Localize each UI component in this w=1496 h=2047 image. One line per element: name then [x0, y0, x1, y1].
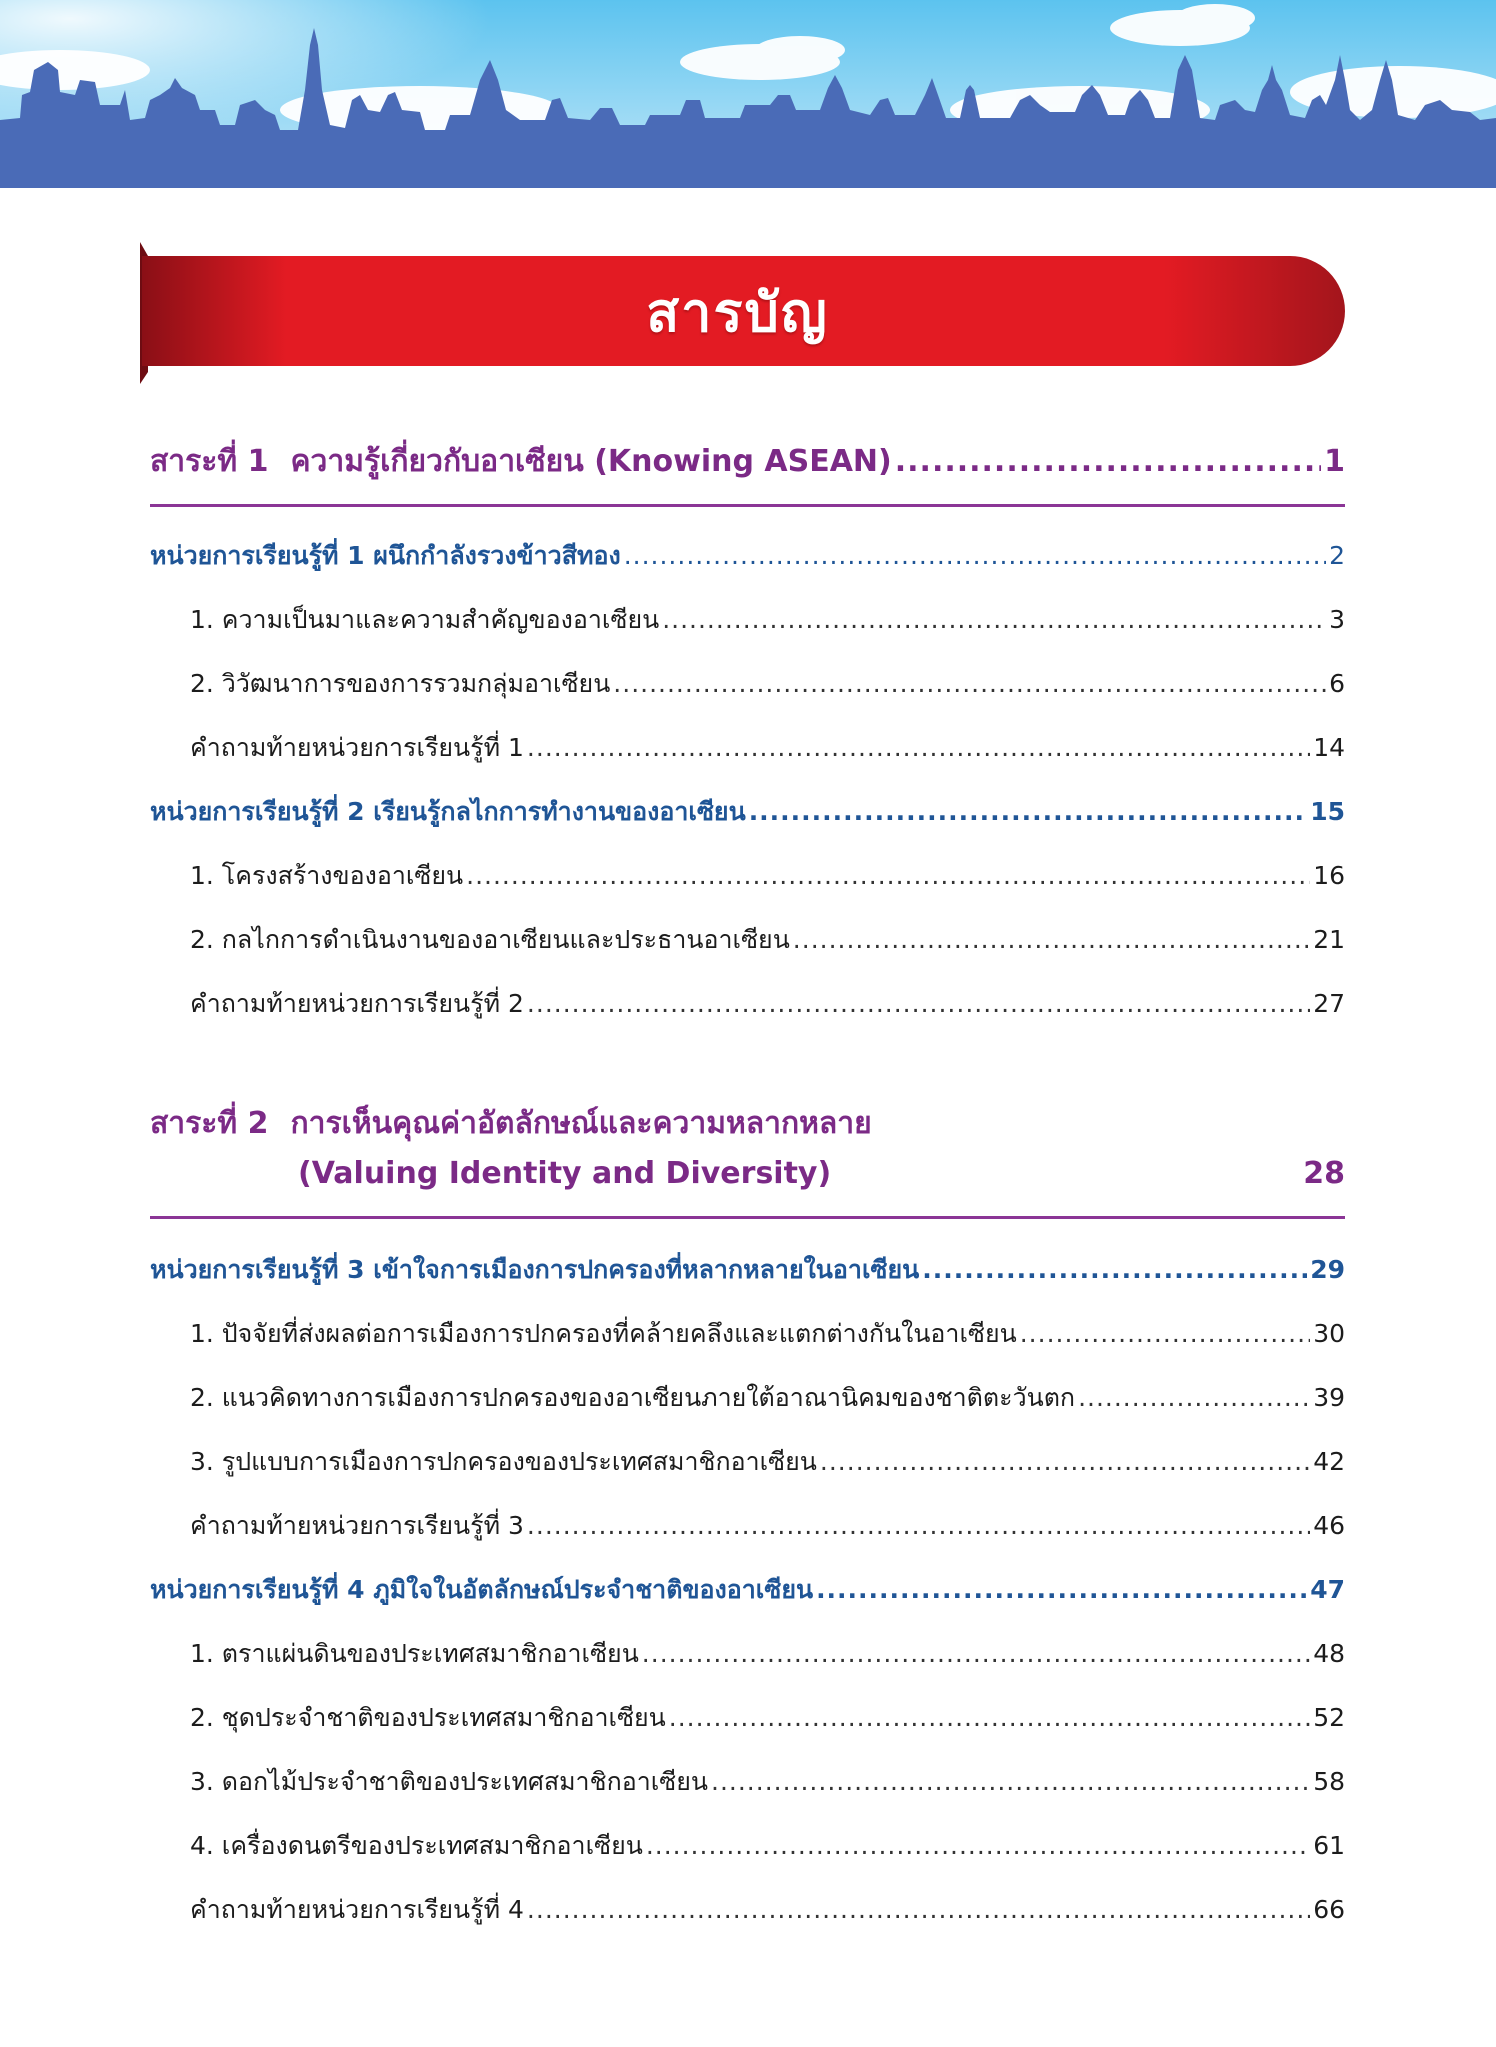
toc-item[interactable]	[190, 1442, 1345, 1482]
unit-title: เรียนรู้กลไกการทำงานของอาเซียน	[373, 797, 746, 826]
item-text: 3. รูปแบบการเมืองการปกครองของประเทศสมาชิกอาเซียน	[190, 1447, 817, 1476]
section-divider	[150, 1216, 1345, 1219]
page-number: 6	[1329, 669, 1345, 698]
item-text: 1. โครงสร้างของอาเซียน	[190, 861, 464, 890]
toc-item[interactable]	[190, 856, 1345, 896]
toc-item[interactable]	[190, 1506, 1345, 1546]
item-text: 2. แนวคิดทางการเมืองการปกครองของอาเซียนภายใต้อาณานิคมของชาติตะวันตก	[190, 1383, 1076, 1412]
leader-dots	[669, 1703, 1310, 1732]
unit-label: หน่วยการเรียนรู้ที่ 3	[150, 1255, 365, 1284]
leader-dots	[646, 1831, 1310, 1860]
toc-item[interactable]	[190, 984, 1345, 1024]
leader-dots	[895, 444, 1321, 479]
item-text: 1. ปัจจัยที่ส่งผลต่อการเมืองการปกครองที่คล้ายคลึงและแตกต่างกันในอาเซียน	[190, 1319, 1017, 1348]
toc-item[interactable]	[190, 920, 1345, 960]
page-number: 58	[1313, 1767, 1345, 1796]
toc-item[interactable]	[190, 1378, 1345, 1418]
item-text: 1. ตราแผ่นดินของประเทศสมาชิกอาเซียน	[190, 1639, 639, 1668]
page-title: สารบัญ	[646, 281, 829, 344]
toc-item[interactable]	[190, 664, 1345, 704]
page-number: 2	[1329, 541, 1345, 570]
page-number: 66	[1313, 1895, 1345, 1924]
page-number: 15	[1310, 797, 1345, 826]
section-label: สาระที่ 1	[150, 444, 269, 479]
page-number: 28	[1303, 1156, 1345, 1191]
toc-item[interactable]	[190, 600, 1345, 640]
leader-dots	[1020, 1319, 1310, 1348]
section-1-entry[interactable]	[150, 438, 1345, 485]
section-2-entry[interactable]	[150, 1100, 1345, 1147]
leader-dots	[613, 669, 1326, 698]
page-number: 48	[1313, 1639, 1345, 1668]
toc-item[interactable]	[190, 728, 1345, 768]
leader-dots	[749, 797, 1308, 826]
page-number: 16	[1313, 861, 1345, 890]
unit-label: หน่วยการเรียนรู้ที่ 1	[150, 541, 365, 570]
item-text: คำถามท้ายหน่วยการเรียนรู้ที่ 2	[190, 989, 524, 1018]
page-number: 39	[1313, 1383, 1345, 1412]
page-number: 14	[1313, 733, 1345, 762]
unit-4-entry[interactable]	[150, 1570, 1345, 1610]
leader-dots	[466, 861, 1310, 890]
toc-item[interactable]	[190, 1698, 1345, 1738]
page-number: 3	[1329, 605, 1345, 634]
page-number: 29	[1310, 1255, 1345, 1284]
unit-2-entry[interactable]	[150, 792, 1345, 832]
leader-dots	[527, 1511, 1310, 1540]
item-text: 3. ดอกไม้ประจำชาติของประเทศสมาชิกอาเซียน	[190, 1767, 709, 1796]
page-number: 52	[1313, 1703, 1345, 1732]
page-number: 46	[1313, 1511, 1345, 1540]
unit-title: เข้าใจการเมืองการปกครองที่หลากหลายในอาเซียน	[373, 1255, 920, 1284]
section-title-line2: (Valuing Identity and Diversity)	[298, 1156, 832, 1191]
toc-item[interactable]	[190, 1762, 1345, 1802]
item-text: คำถามท้ายหน่วยการเรียนรู้ที่ 3	[190, 1511, 524, 1540]
leader-dots	[820, 1447, 1310, 1476]
item-text: คำถามท้ายหน่วยการเรียนรู้ที่ 1	[190, 733, 524, 762]
section-label: สาระที่ 2	[150, 1106, 269, 1141]
leader-dots	[922, 1255, 1307, 1284]
item-text: 2. วิวัฒนาการของการรวมกลุ่มอาเซียน	[190, 669, 611, 698]
unit-label: หน่วยการเรียนรู้ที่ 2	[150, 797, 365, 826]
page-number: 47	[1310, 1575, 1345, 1604]
leader-dots	[624, 541, 1326, 570]
item-text: 2. กลไกการดำเนินงานของอาเซียนและประธานอาเซียน	[190, 925, 790, 954]
page-number: 21	[1313, 925, 1345, 954]
item-text: คำถามท้ายหน่วยการเรียนรู้ที่ 4	[190, 1895, 524, 1924]
toc-item[interactable]	[190, 1890, 1345, 1930]
asean-skyline-illustration	[0, 0, 1496, 188]
leader-dots	[527, 1895, 1310, 1924]
leader-dots	[1078, 1383, 1310, 1412]
unit-label: หน่วยการเรียนรู้ที่ 4	[150, 1575, 365, 1604]
toc-item[interactable]	[190, 1634, 1345, 1674]
item-text: 2. ชุดประจำชาติของประเทศสมาชิกอาเซียน	[190, 1703, 666, 1732]
page-number: 27	[1313, 989, 1345, 1018]
unit-1-entry[interactable]	[150, 536, 1345, 576]
page-number: 42	[1313, 1447, 1345, 1476]
leader-dots	[642, 1639, 1310, 1668]
unit-3-entry[interactable]	[150, 1250, 1345, 1290]
leader-dots	[816, 1575, 1307, 1604]
page-number: 61	[1313, 1831, 1345, 1860]
section-title: การเห็นคุณค่าอัตลักษณ์และความหลากหลาย	[290, 1106, 872, 1141]
section-2-title-line2[interactable]	[298, 1156, 1345, 1191]
item-text: 1. ความเป็นมาและความสำคัญของอาเซียน	[190, 605, 660, 634]
unit-title: ภูมิใจในอัตลักษณ์ประจำชาติของอาเซียน	[373, 1575, 814, 1604]
page-number: 1	[1324, 444, 1345, 479]
leader-dots	[527, 989, 1310, 1018]
leader-dots	[793, 925, 1310, 954]
unit-title: ผนึกกำลังรวงข้าวสีทอง	[373, 541, 621, 570]
leader-dots	[711, 1767, 1310, 1796]
section-title: ความรู้เกี่ยวกับอาเซียน (Knowing ASEAN)	[290, 444, 892, 479]
leader-dots	[662, 605, 1326, 634]
header-banner	[0, 0, 1496, 188]
section-divider	[150, 504, 1345, 507]
toc-item[interactable]	[190, 1826, 1345, 1866]
page-number: 30	[1313, 1319, 1345, 1348]
title-ribbon	[130, 234, 1345, 390]
toc-item[interactable]	[190, 1314, 1345, 1354]
leader-dots	[527, 733, 1310, 762]
item-text: 4. เครื่องดนตรีของประเทศสมาชิกอาเซียน	[190, 1831, 643, 1860]
